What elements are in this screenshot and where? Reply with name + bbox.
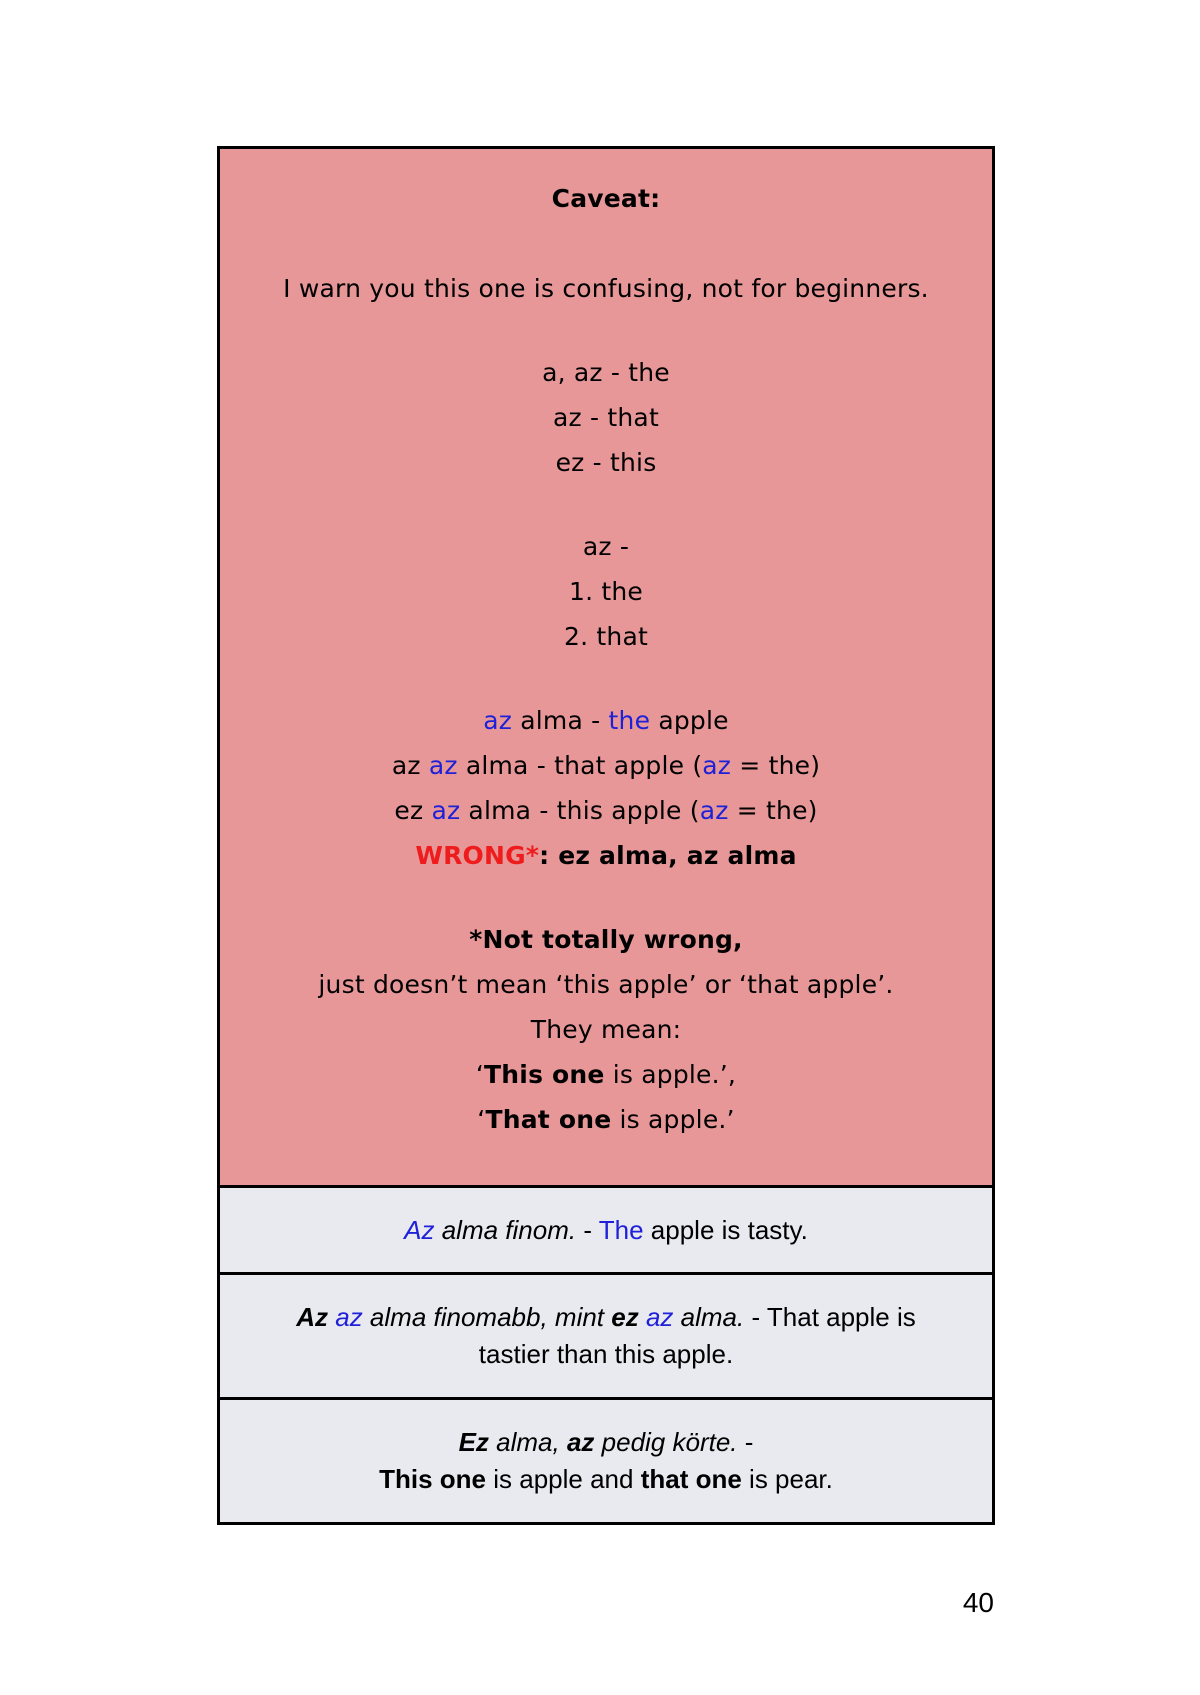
note-line: They mean: xyxy=(530,1015,682,1044)
caveat-warning: I warn you this one is confusing, not for beginners. xyxy=(283,274,929,303)
example-line-that-apple xyxy=(220,743,992,788)
example-text: = the) xyxy=(731,751,821,780)
space xyxy=(639,1302,646,1332)
page-number: 40 xyxy=(962,1587,994,1618)
highlight-word: az xyxy=(431,796,461,825)
meaning-text: is apple.’ xyxy=(611,1105,735,1134)
wrong-text: : ez alma, az alma xyxy=(539,841,797,870)
bold-word: that one xyxy=(640,1464,742,1494)
quote-mark: ‘ xyxy=(475,1060,485,1089)
bold-word: az xyxy=(566,1427,595,1457)
hungarian-text: pedig körte. xyxy=(594,1427,738,1457)
hungarian-text: alma, xyxy=(488,1427,567,1457)
english-text: is apple and xyxy=(486,1464,641,1494)
example-row xyxy=(220,1272,992,1397)
highlight-word: az xyxy=(702,751,732,780)
example-line-this-apple xyxy=(220,788,992,833)
highlight-word: az xyxy=(483,706,513,735)
highlight-word: the xyxy=(608,706,651,735)
meaning-bold: This one xyxy=(484,1060,605,1089)
meaning-text: is apple.’, xyxy=(604,1060,737,1089)
wrong-label: WRONG* xyxy=(415,841,540,870)
note-title: *Not totally wrong, xyxy=(469,925,743,954)
az-sense: 2. that xyxy=(564,622,648,651)
az-heading: az - xyxy=(582,532,630,561)
example-text: alma - this apple ( xyxy=(460,796,700,825)
definition-line: a, az - the xyxy=(542,358,670,387)
highlight-word: az xyxy=(699,796,729,825)
hungarian-text: alma. xyxy=(673,1302,745,1332)
bold-word: ez xyxy=(611,1302,639,1332)
example-text: apple xyxy=(650,706,729,735)
definition-line: ez - this xyxy=(555,448,657,477)
example-text: az xyxy=(391,751,429,780)
hungarian-text: alma finomabb, mint xyxy=(362,1302,612,1332)
highlight-word: az xyxy=(645,1302,674,1332)
highlight-word: The xyxy=(598,1214,644,1245)
example-translation xyxy=(220,1461,992,1498)
meaning-line xyxy=(220,1097,992,1142)
note-line: just doesn’t mean ‘this apple’ or ‘that apple’. xyxy=(318,970,894,999)
example-text: ez xyxy=(394,796,432,825)
example-sentence xyxy=(220,1424,992,1461)
lesson-table xyxy=(217,146,995,1525)
example-text: alma - that apple ( xyxy=(457,751,703,780)
caveat-title: Caveat: xyxy=(551,184,661,213)
quote-mark: ‘ xyxy=(477,1105,486,1134)
separator: - xyxy=(737,1427,754,1457)
example-sentence-line2: tastier than this apple. xyxy=(478,1339,734,1369)
definition-line: az - that xyxy=(553,403,659,432)
bold-word: Az xyxy=(296,1302,328,1332)
example-row xyxy=(220,1397,992,1522)
bold-word: This one xyxy=(379,1464,487,1494)
english-text: is pear. xyxy=(741,1464,833,1494)
separator: - xyxy=(576,1214,599,1245)
caveat-box xyxy=(220,149,992,1185)
az-sense: 1. the xyxy=(568,577,644,606)
example-text: alma - xyxy=(512,706,609,735)
highlight-word: az xyxy=(428,751,458,780)
highlight-word: az xyxy=(335,1302,363,1332)
highlight-word: Az xyxy=(404,1214,435,1245)
meaning-line xyxy=(220,1052,992,1097)
english-text: apple is tasty. xyxy=(643,1214,808,1245)
english-text: - That apple is xyxy=(744,1302,916,1332)
example-row xyxy=(220,1185,992,1272)
wrong-line xyxy=(220,833,992,878)
example-sentence xyxy=(220,1212,992,1249)
bold-word: Ez xyxy=(458,1427,489,1457)
example-text: = the) xyxy=(728,796,818,825)
hungarian-text: alma finom. xyxy=(434,1214,577,1245)
meaning-bold: That one xyxy=(485,1105,612,1134)
example-sentence xyxy=(220,1299,992,1336)
example-line-the-apple xyxy=(220,698,992,743)
